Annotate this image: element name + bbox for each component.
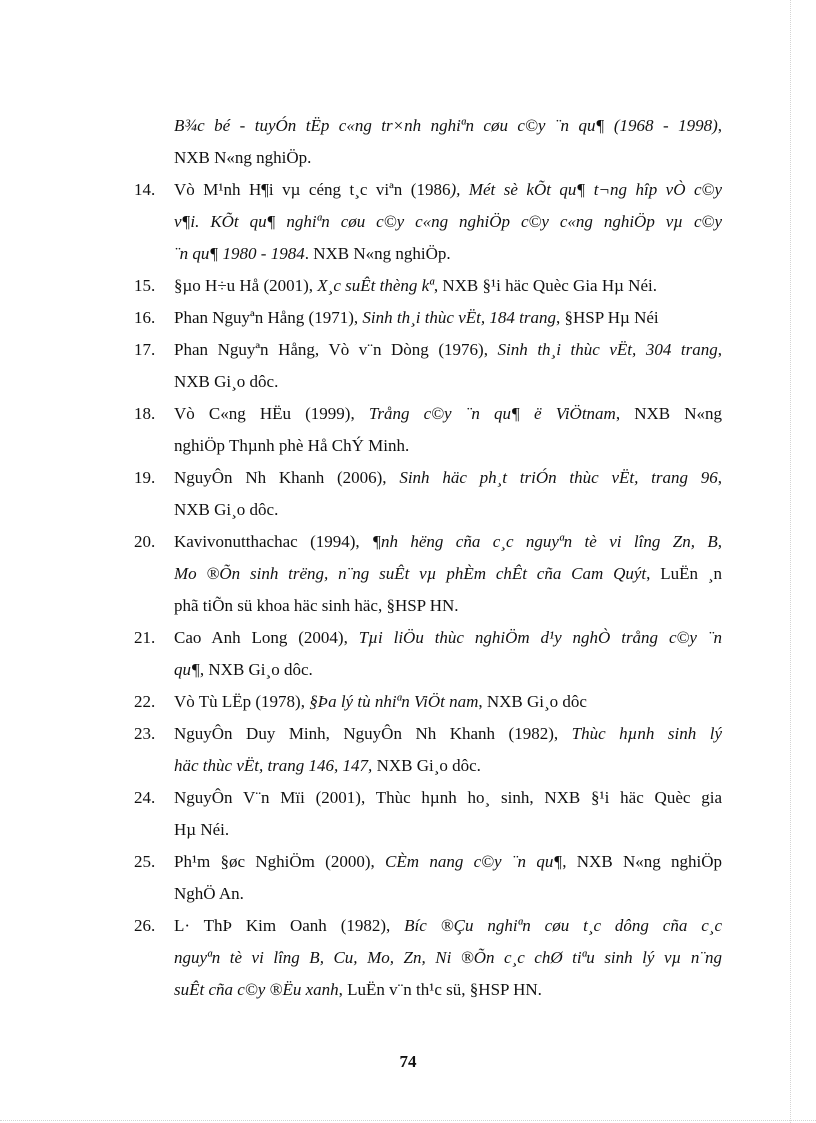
reference-title-text: ¨n qu¶ 1980 - 1984 xyxy=(174,244,305,263)
reference-title-text: Tµi liÖu thùc nghiÖm d¹y nghÒ trång c©y ¨n xyxy=(358,628,722,647)
reference-text: L· ThÞ Kim Oanh (1982), xyxy=(174,916,405,935)
reference-line xyxy=(174,686,722,718)
reference-text: nghiÖp Thµnh phè Hå ChÝ Minh. xyxy=(174,436,410,455)
reference-line xyxy=(174,270,722,302)
reference-number: 14. xyxy=(134,180,156,199)
reference-text: §µo H÷u Hå (2001), xyxy=(174,276,318,295)
reference-number: 26. xyxy=(134,916,156,935)
reference-line xyxy=(174,878,722,910)
reference-text: , NXB §¹i häc Quèc Gia Hµ Néi. xyxy=(433,276,657,295)
reference-line xyxy=(174,750,722,782)
reference-title-text: v¶i. KÕt qu¶ nghiªn cøu c©y c«ng nghiÖp c©y c«ng nghiÖp vµ c©y xyxy=(174,212,722,231)
reference-line xyxy=(174,910,722,942)
reference-number: 24. xyxy=(134,788,156,807)
reference-line xyxy=(174,782,722,814)
reference-line xyxy=(174,142,722,174)
reference-text: , LuËn ¸n xyxy=(646,564,722,583)
reference-title-text: CÈm nang c©y ¨n qu¶ xyxy=(385,852,563,871)
reference-line xyxy=(174,622,722,654)
reference-text: NguyÔn V¨n Mïi (2001), Thùc hµnh ho¸ sinh, NXB §¹i häc Quèc gia xyxy=(174,788,722,807)
reference-text: , NXB N«ng xyxy=(615,404,722,423)
reference-line xyxy=(174,398,722,430)
reference-line xyxy=(174,238,722,270)
reference-title-text: Trång c©y ¨n qu¶ ë ViÖtnam xyxy=(368,404,616,423)
reference-text: NXB Gi¸o dôc. xyxy=(372,756,481,775)
reference-line xyxy=(174,462,722,494)
page-edge-vertical xyxy=(790,0,791,1123)
page-edge-horizontal xyxy=(0,1120,816,1121)
reference-title-text: Sinh häc ph¸t triÓn thùc vËt, trang 96 xyxy=(399,468,718,487)
reference-number: 25. xyxy=(134,852,156,871)
reference-line xyxy=(174,110,722,142)
reference-line xyxy=(174,206,722,238)
reference-line xyxy=(174,526,722,558)
reference-line xyxy=(174,366,722,398)
reference-number: 16. xyxy=(134,308,156,327)
reference-number: 18. xyxy=(134,404,156,423)
reference-text: Vò M¹nh H¶i vµ céng t¸c viªn (1986 xyxy=(174,180,451,199)
reference-line xyxy=(174,302,722,334)
reference-line xyxy=(174,974,722,1006)
reference-number: 17. xyxy=(134,340,156,359)
reference-text: NguyÔn Duy Minh, NguyÔn Nh Khanh (1982), xyxy=(174,724,572,743)
reference-number: 22. xyxy=(134,692,156,711)
reference-text: Vò Tù LËp (1978), xyxy=(174,692,310,711)
reference-text: Ph¹m §øc NghiÖm (2000), xyxy=(174,852,386,871)
reference-text: NXB N«ng nghiÖp. xyxy=(174,148,312,167)
reference-text: , xyxy=(717,340,722,359)
reference-line xyxy=(174,846,722,878)
page-number: 74 xyxy=(399,1052,417,1071)
reference-number: 20. xyxy=(134,532,156,551)
reference-title-text: §Þa lý tù nhiªn ViÖt nam xyxy=(309,692,479,711)
reference-text: , xyxy=(717,116,722,135)
reference-line xyxy=(174,590,722,622)
reference-text: NXB Gi¸o dôc. xyxy=(174,500,279,519)
reference-number: 21. xyxy=(134,628,156,647)
reference-line xyxy=(174,654,722,686)
reference-line xyxy=(174,174,722,206)
reference-text: NXB Gi¸o dôc. xyxy=(174,372,279,391)
reference-text: , NXB Gi¸o dôc. xyxy=(199,660,313,679)
reference-text: phã tiÕn sü khoa häc sinh häc, §HSP HN. xyxy=(174,596,459,615)
reference-title-text: X¸c suÊt thèng kª xyxy=(317,276,434,295)
reference-title-text: Sinh th¸i thùc vËt, 184 trang xyxy=(362,308,556,327)
reference-title-text: qu¶ xyxy=(174,660,200,679)
reference-title-text: suÊt cña c©y ®Ëu xanh xyxy=(174,980,339,999)
reference-text: , §HSP Hµ Néi xyxy=(555,308,659,327)
reference-text: , xyxy=(717,468,722,487)
reference-line xyxy=(174,942,722,974)
reference-line xyxy=(174,430,722,462)
reference-text: , NXB N«ng nghiÖp xyxy=(562,852,723,871)
reference-text: , LuËn v¨n th¹c sü, §HSP HN. xyxy=(338,980,542,999)
reference-number: 19. xyxy=(134,468,156,487)
reference-title-text: Mo ®Õn sinh trëng, n¨ng suÊt vµ phÈm chÊt cña Cam Quýt xyxy=(174,564,647,583)
reference-title-text: Thùc hµnh sinh lý xyxy=(571,724,722,743)
reference-text: Kavivonutthachac (1994), xyxy=(174,532,373,551)
reference-line xyxy=(174,494,722,526)
reference-text: Phan Nguyªn Hång, Vò v¨n Dòng (1976), xyxy=(174,340,498,359)
reference-title-text: B¾c bé - tuyÓn tËp c«ng tr×nh nghiªn cøu c©y ¨n qu¶ (1968 - 1998) xyxy=(174,116,718,135)
reference-number: 15. xyxy=(134,276,156,295)
reference-title-text: häc thùc vËt, trang 146, 147, xyxy=(174,756,373,775)
reference-line xyxy=(174,334,722,366)
reference-text: Phan Nguyªn Hång (1971), xyxy=(174,308,363,327)
reference-text: NguyÔn Nh Khanh (2006), xyxy=(174,468,400,487)
reference-text: NghÖ An. xyxy=(174,884,244,903)
reference-title-text: nguyªn tè vi lîng B, Cu, Mo, Zn, Ni ®Õn c¸c chØ tiªu sinh lý vµ n¨ng xyxy=(174,948,722,967)
reference-text: , NXB Gi¸o dôc xyxy=(478,692,587,711)
reference-line xyxy=(174,718,722,750)
reference-line xyxy=(174,814,722,846)
reference-number: 23. xyxy=(134,724,156,743)
reference-title-text: Bíc ®Çu nghiªn cøu t¸c dông cña c¸c xyxy=(404,916,722,935)
reference-text: . NXB N«ng nghiÖp. xyxy=(304,244,451,263)
reference-title-text: ), Mét sè kÕt qu¶ t¬ng hîp vÒ c©y xyxy=(450,180,722,199)
reference-text: Cao Anh Long (2004), xyxy=(174,628,359,647)
reference-text: Vò C«ng HËu (1999), xyxy=(174,404,369,423)
reference-title-text: ¶nh hëng cña c¸c nguyªn tè vi lîng Zn, B, xyxy=(372,532,722,551)
reference-text: Hµ Néi. xyxy=(174,820,230,839)
reference-title-text: Sinh th¸i thùc vËt, 304 trang xyxy=(497,340,718,359)
reference-line xyxy=(174,558,722,590)
